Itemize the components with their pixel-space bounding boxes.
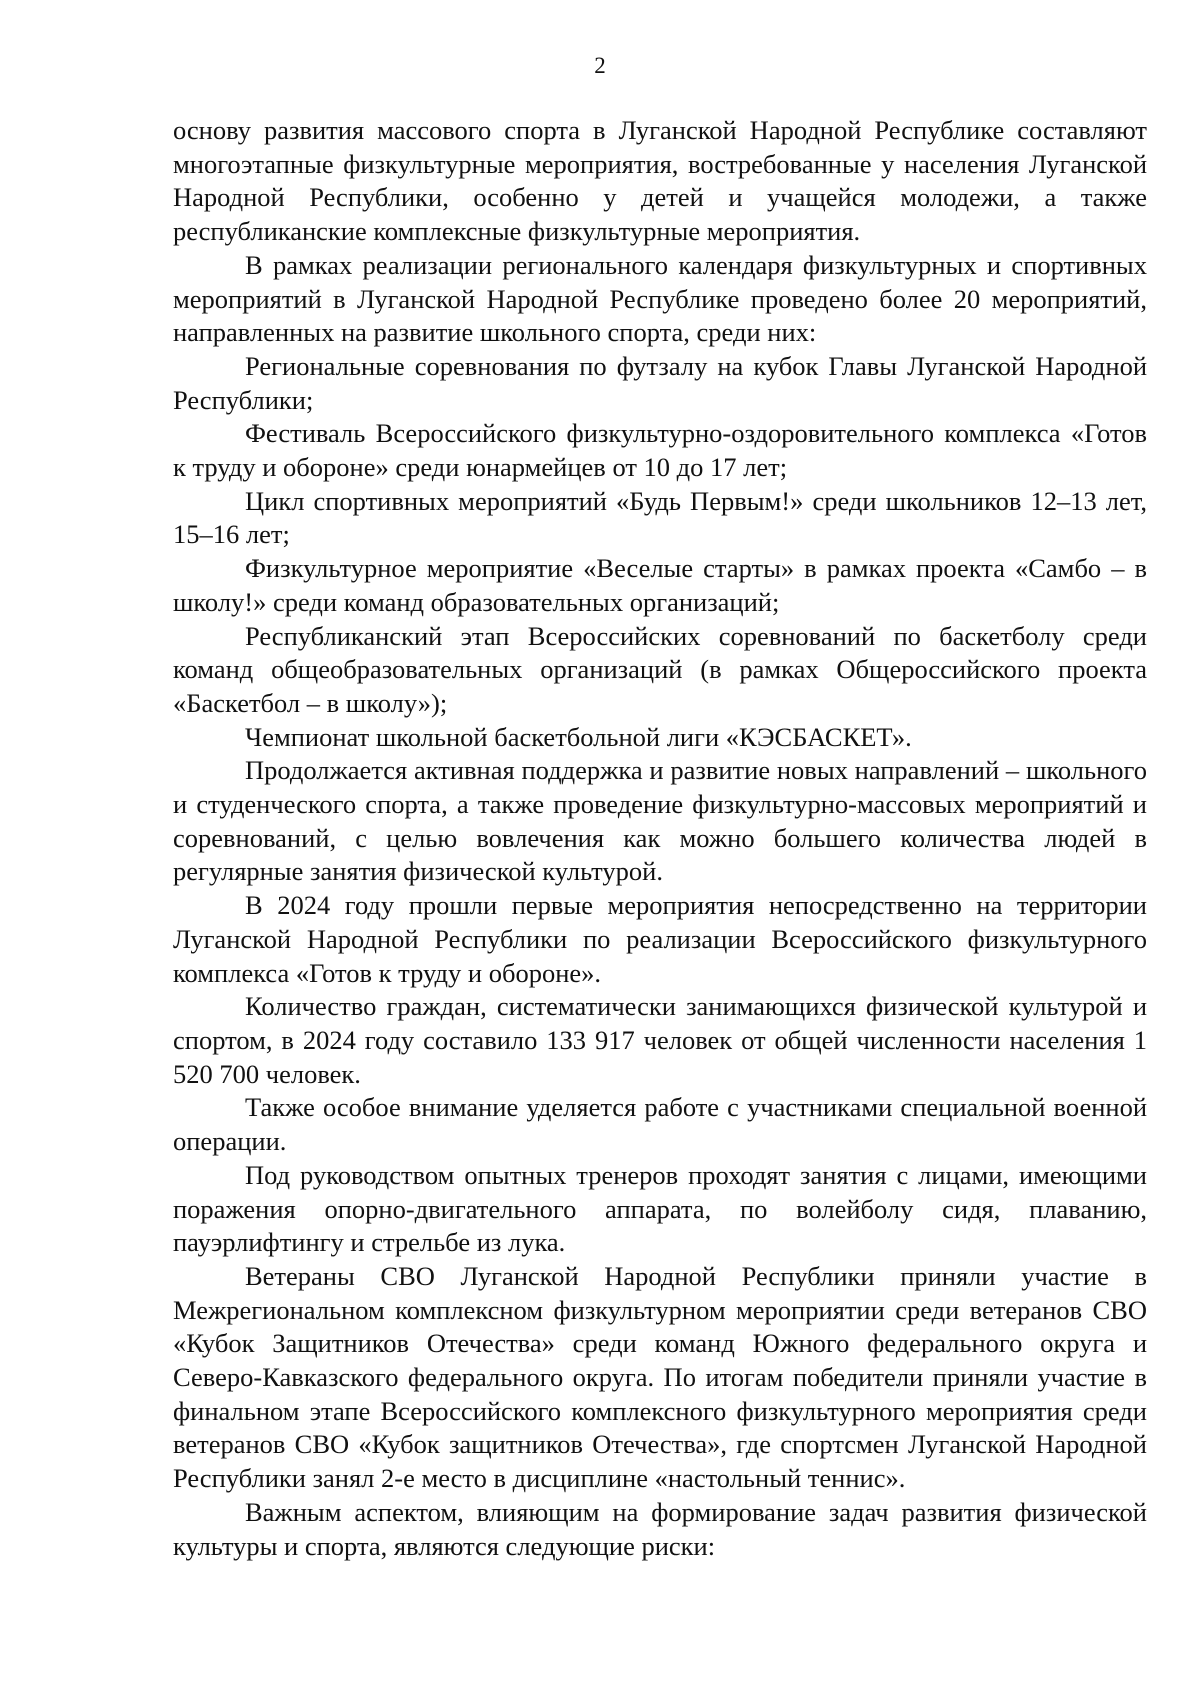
- paragraph: Региональные соревнования по футзалу на кубок Главы Луганской Народной Республики;: [173, 350, 1147, 415]
- paragraph: Под руководством опытных тренеров проходят занятия с лицами, имеющими поражения опорно-двигательного аппарата, по волейболу сидя, плаванию, пауэрлифтингу и стрельбе из лука.: [173, 1159, 1147, 1258]
- paragraph: Ветераны СВО Луганской Народной Республики приняли участие в Межрегиональном комплексном физкультурном мероприятии среди ветеранов СВО «Кубок Защитников Отечества» среди команд Южного федерального округа и Северо-Кавказского федерального округа. По итогам победители приняли участие в финальном этапе Всероссийского комплексного физкультурного мероприятия среди ветеранов СВО «Кубок защитников Отечества», где спортсмен Луганской Народной Республики занял 2-е место в дисциплине «настольный теннис».: [173, 1260, 1147, 1494]
- paragraph: Республиканский этап Всероссийских соревнований по баскетболу среди команд общеобразовательных организаций (в рамках Общероссийского проекта «Баскетбол – в школу»);: [173, 620, 1147, 718]
- paragraph: Физкультурное мероприятие «Веселые старты» в рамках проекта «Самбо – в школу!» среди команд образовательных организаций;: [173, 553, 1147, 617]
- paragraph: В 2024 году прошли первые мероприятия непосредственно на территории Луганской Народной Республики по реализации Всероссийского физкультурного комплекса «Готов к труду и обороне».: [173, 890, 1147, 988]
- paragraph: Важным аспектом, влияющим на формирование задач развития физической культуры и спорта, являются следующие риски:: [173, 1496, 1147, 1561]
- paragraph: Фестиваль Всероссийского физкультурно-оздоровительного комплекса «Готов к труду и обороне» среди юнармейцев от 10 до 17 лет;: [173, 418, 1147, 483]
- paragraph: Продолжается активная поддержка и развитие новых направлений – школьного и студенческого спорта, а также проведение физкультурно-массовых мероприятий и соревнований, с целью вовлечения как можно большего количества людей в регулярные занятия физической культурой.: [173, 755, 1147, 887]
- page-number: 2: [594, 53, 606, 78]
- paragraph: Чемпионат школьной баскетбольной лиги «КЭСБАСКЕТ».: [245, 721, 912, 752]
- paragraph: Количество граждан, систематически занимающихся физической культурой и спортом, в 2024 году составило 133 917 человек от общей численности населения 1 520 700 человек.: [173, 991, 1147, 1089]
- paragraph: Цикл спортивных мероприятий «Будь Первым!» среди школьников 12–13 лет, 15–16 лет;: [173, 485, 1147, 550]
- paragraph: В рамках реализации регионального календаря физкультурных и спортивных мероприятий в Луганской Народной Республике проведено более 20 мероприятий, направленных на развитие школьного спорта, среди них:: [173, 249, 1147, 348]
- paragraph: Также особое внимание уделяется работе с участниками специальной военной операции.: [173, 1092, 1147, 1157]
- paragraph: основу развития массового спорта в Луганской Народной Республике составляют многоэтапные физкультурные мероприятия, востребованные у населения Луганской Народной Республики, особенно у детей и учащейся молодежи, а также республиканские комплексные физкультурные мероприятия.: [173, 115, 1147, 247]
- document-body: [173, 114, 1147, 1563]
